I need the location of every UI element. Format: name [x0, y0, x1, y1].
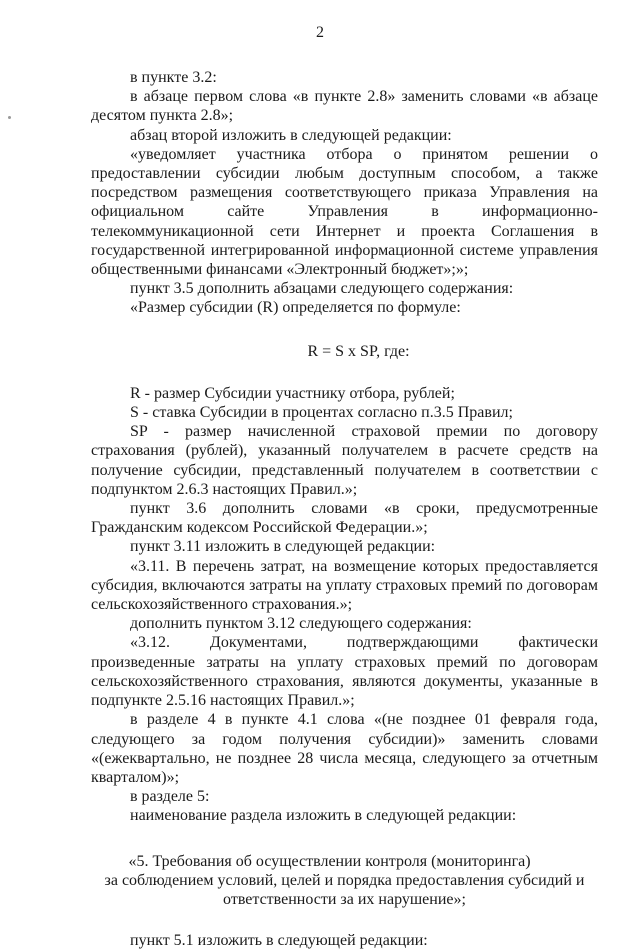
- paragraph: «3.12. Документами, подтверждающими фактически произведенные затраты на уплату страховых премий по договорам сельскохозяйственного страхования, являются документы, указанные в подпункте 2.5.16 настоящих Правил.»;: [91, 634, 598, 710]
- margin-mark: [8, 116, 11, 119]
- paragraph: в разделе 4 в пункте 4.1 слова «(не позднее 01 февраля года, следующего за годом получения субсидии)» заменить словами «(ежеквартально, не позднее 28 числа месяца, следующего за отчетным кварталом)»;: [91, 711, 598, 786]
- section-heading-line: за соблюдением условий, целей и порядка предоставления субсидий и: [104, 871, 585, 889]
- document-body: [91, 68, 598, 950]
- paragraph: «3.11. В перечень затрат, на возмещение которых предоставляется субсидия, включаются затраты на уплату страховых премий по договорам сельскохозяйственного страхования.»;: [91, 557, 598, 614]
- paragraph: дополнить пунктом 3.12 следующего содержания:: [130, 615, 472, 633]
- paragraph: «уведомляет участника отбора о принятом решении о предоставлении субсидии любым доступным способом, а также посредством размещения соответствующего приказа Управления на официальном сайте Управления в информационно-телекоммуникационной сети Интернет и проекта Соглашения в государственной интегрированной информационной системе управления общественными финансами «Электронный бюджет»;»;: [91, 145, 598, 279]
- section-heading-line: «5. Требования об осуществлении контроля (мониторинга): [128, 852, 531, 870]
- paragraph: пункт 3.11 изложить в следующей редакции:: [130, 538, 436, 556]
- paragraph: «Размер субсидии (R) определяется по формуле:: [130, 299, 461, 317]
- paragraph: S - ставка Субсидии в процентах согласно п.3.5 Правил;: [130, 404, 513, 422]
- paragraph: в разделе 5:: [130, 788, 210, 806]
- formula: R = S x SP, где:: [307, 342, 410, 360]
- paragraph: пункт 5.1 изложить в следующей редакции:: [130, 932, 428, 950]
- paragraph: пункт 3.6 дополнить словами «в сроки, предусмотренные Гражданским кодексом Российской Федерации.»;: [91, 500, 598, 537]
- paragraph: в абзаце первом слова «в пункте 2.8» заменить словами «в абзаце десятом пункта 2.8»;: [91, 88, 598, 125]
- paragraph: R - размер Субсидии участнику отбора, рублей;: [130, 384, 455, 402]
- paragraph: в пункте 3.2:: [130, 69, 217, 86]
- page-number: 2: [316, 24, 324, 41]
- paragraph: наименование раздела изложить в следующей редакции:: [130, 807, 517, 825]
- section-heading-line: ответственности за их нарушение»;: [223, 890, 466, 908]
- paragraph: пункт 3.5 дополнить абзацами следующего содержания:: [130, 280, 514, 298]
- paragraph: абзац второй изложить в следующей редакции:: [130, 126, 452, 144]
- section-heading: [91, 852, 598, 910]
- paragraph: SP - размер начисленной страховой премии по договору страхования (рублей), указанный получателем в расчете средств на получение субсидии, представленный получателем в соответствии с подпунктом 2.6.3 настоящих Правил.»;: [91, 423, 598, 498]
